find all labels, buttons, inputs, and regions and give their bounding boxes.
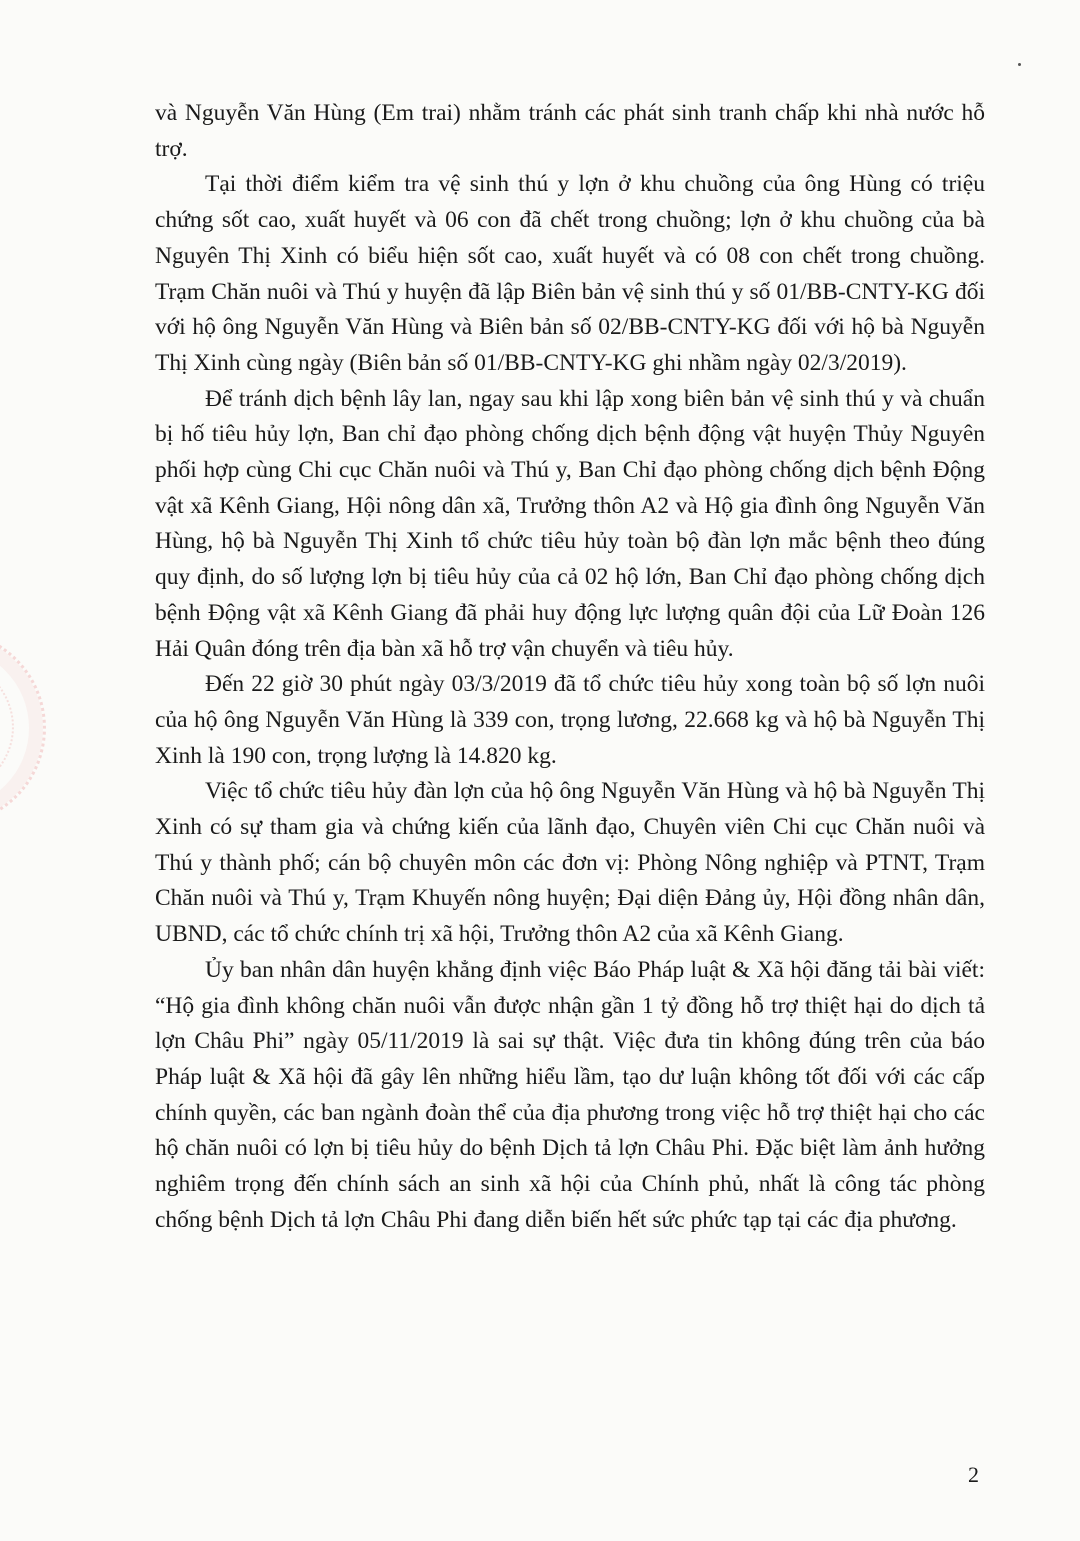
paragraph-inspection: Tại thời điểm kiểm tra vệ sinh thú y lợn ở khu chuồng của ông Hùng có triệu chứng sốt cao, xuất huyết và 06 con đã chết trong chuồng; lợn ở khu chuồng của bà Nguyên Thị Xinh có biểu hiện sốt cao, xuất huyết và có 08 con chết trong chuồng. Trạm Chăn nuôi và Thú y huyện đã lập Biên bản vệ sinh thú y số 01/BB-CNTY-KG đối với hộ ông Nguyễn Văn Hùng và Biên bản số 02/BB-CNTY-KG đối với hộ bà Nguyễn Thị Xinh cùng ngày (Biên bản số 01/BB-CNTY-KG ghi nhầm ngày 02/3/2019). xyxy=(155,171,985,376)
scan-speck xyxy=(1018,63,1021,66)
paragraph-conclusion: Ủy ban nhân dân huyện khẳng định việc Báo Pháp luật & Xã hội đăng tải bài viết: “Hộ gia đình không chăn nuôi vẫn được nhận gần 1 tỷ đồng hỗ trợ thiệt hại do dịch tả lợn Châu Phi” ngày 05/11/2019 là sai sự thật. Việc đưa tin không đúng trên của báo Pháp luật & Xã hội đã gây lên những hiểu lầm, tạo dư luận không tốt đối với các cấp chính quyền, các ban ngành đoàn thể của địa phương trong việc hỗ trợ thiệt hại cho các hộ chăn nuôi có lợn bị tiêu hủy do bệnh Dịch tả lợn Châu Phi. Đặc biệt làm ảnh hưởng nghiêm trọng đến chính sách an sinh xã hội của Chính phủ, nhất là công tác phòng chống bệnh Dịch tả lợn Châu Phi đang diễn biến hết sức phức tạp tại các địa phương. xyxy=(155,956,985,1233)
paragraph-disposal-completion: Đến 22 giờ 30 phút ngày 03/3/2019 đã tổ chức tiêu hủy xong toàn bộ số lợn nuôi của hộ ông Nguyễn Văn Hùng là 339 con, trọng lương, 22.668 kg và hộ bà Nguyễn Thị Xinh là 190 con, trọng lượng là 14.820 kg. xyxy=(155,671,985,769)
document-body xyxy=(155,96,985,1239)
page-number: 2 xyxy=(968,1462,979,1487)
paragraph-disposal-coordination: Để tránh dịch bệnh lây lan, ngay sau khi lập xong biên bản vệ sinh thú y và chuẩn bị hố tiêu hủy lợn, Ban chỉ đạo phòng chống dịch bệnh động vật huyện Thủy Nguyên phối hợp cùng Chi cục Chăn nuôi và Thú y, Ban Chỉ đạo phòng chống dịch bệnh Động vật xã Kênh Giang, Hội nông dân xã, Trưởng thôn A2 và Hộ gia đình ông Nguyễn Văn Hùng, hộ bà Nguyễn Thị Xinh tổ chức tiêu hủy toàn bộ đàn lợn mắc bệnh theo đúng quy định, do số lượng lợn bị tiêu hủy của cả 02 hộ lớn, Ban Chỉ đạo phòng chống dịch bệnh Động vật xã Kênh Giang đã phải huy động lực lượng quân đội của Lữ Đoàn 126 Hải Quân đóng trên địa bàn xã hỗ trợ vận chuyển và tiêu hủy. xyxy=(155,385,985,662)
paragraph-continuation: và Nguyễn Văn Hùng (Em trai) nhằm tránh các phát sinh tranh chấp khi nhà nước hỗ trợ. xyxy=(155,100,985,162)
paragraph-witnesses: Việc tổ chức tiêu hủy đàn lợn của hộ ông Nguyễn Văn Hùng và hộ bà Nguyễn Thị Xinh có sự tham gia và chứng kiến của lãnh đạo, Chuyên viên Chi cục Chăn nuôi và Thú y thành phố; cán bộ chuyên môn các đơn vị: Phòng Nông nghiệp và PTNT, Trạm Chăn nuôi và Thú y, Trạm Khuyến nông huyện; Đại diện Đảng ủy, Hội đồng nhân dân, UBND, các tổ chức chính trị xã hội, Trưởng thôn A2 của xã Kênh Giang. xyxy=(155,778,985,948)
